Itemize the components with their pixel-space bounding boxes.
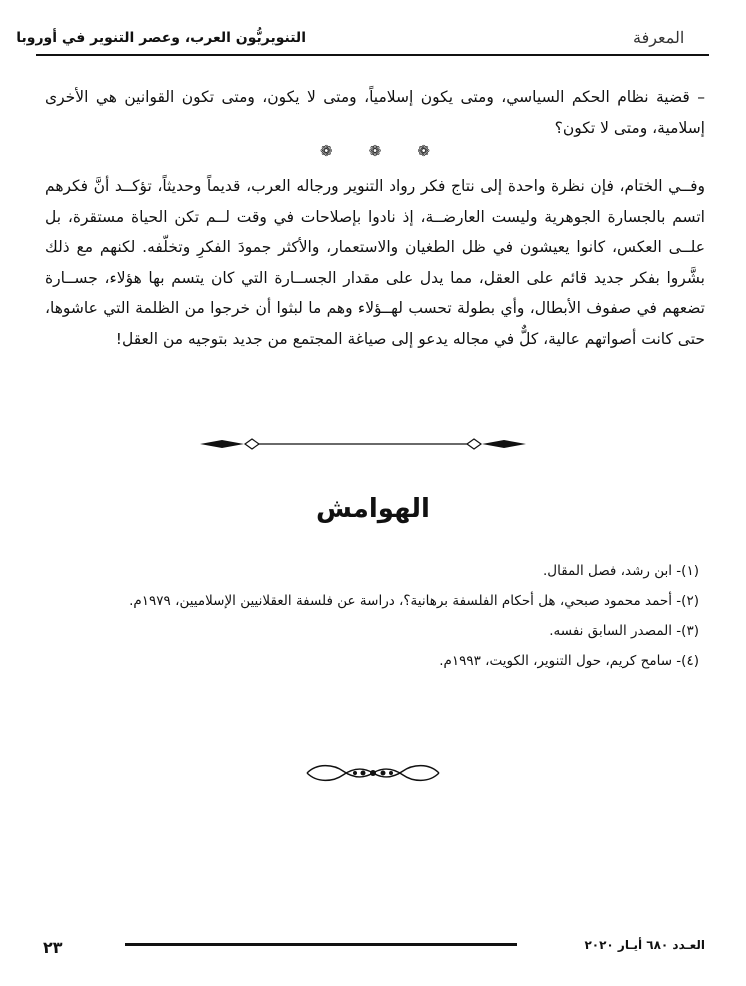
footer-rule bbox=[125, 943, 517, 946]
footnote-item: (٢)- أحمد محمود صبحي، هل أحكام الفلسفة برهانية؟، دراسة عن فلسفة العقلانيين الإسلاميين، ١٩٧٩م. bbox=[129, 593, 699, 609]
header-rule bbox=[36, 54, 709, 56]
body-paragraph-2: وفــي الختام، فإن نظرة واحدة إلى نتاج فكر رواد التنوير ورجاله العرب، قديماً وحديثاً، تؤكــد أنَّ فكرهم اتسم بالجسارة الجوهرية وليست العارضــة، إذ نادوا بإصلاحات في وقت لــم تكن الحياة مستقرة، بل علــى العكس، كانوا يعيشون في ظل الطغيان والاستعمار، والأكثر جمودَ الفكرِ وتخلّفه. لكنهم مع ذلك بشَّروا بفكر جديد قائم على العقل، مما يدل على مقدار الجســارة التي كان يتسم بها هؤلاء، جســارة تضعهم في صفوف الأبطال، وأي بطولة تحسب لهــؤلاء وهم ما لبثوا أن خرجوا من الظلمة التي عاشوها، حتى كانت أصواتهم عالية، كلٌّ في مجاله يدعو إلى صياغة المجتمع من جديد بتوجيه من العقل! bbox=[45, 177, 705, 348]
issue-info: العـدد ٦٨٠ أيـار ٢٠٢٠ bbox=[584, 938, 705, 952]
flower-icon: ❁ bbox=[368, 142, 382, 160]
end-ornament bbox=[303, 758, 443, 788]
section-separator bbox=[320, 140, 430, 162]
footnote-item: (١)- ابن رشد، فصل المقال. bbox=[542, 563, 699, 579]
running-title: التنويريُّون العرب، وعصر التنوير في أوروبا bbox=[16, 30, 306, 46]
footnotes-heading: الهوامش bbox=[316, 494, 430, 524]
ornamental-divider bbox=[198, 432, 528, 456]
footnote-item: (٤)- سامح كريم، حول التنوير، الكويت، ١٩٩٣م. bbox=[439, 653, 699, 669]
footnotes-list bbox=[45, 556, 699, 676]
body-paragraph-1: – قضية نظام الحكم السياسي، ومتى يكون إسلامياً، ومتى لا يكون، ومتى تكون القوانين هي الأخرى إسلامية، ومتى لا تكون؟ bbox=[45, 88, 705, 137]
footnote-item: (٣)- المصدر السابق نفسه. bbox=[549, 623, 699, 639]
magazine-logo: المعرفة bbox=[633, 28, 685, 47]
page-number: ٢٣ bbox=[43, 938, 63, 957]
flower-icon: ❁ bbox=[320, 142, 333, 160]
flower-icon: ❁ bbox=[417, 142, 430, 160]
